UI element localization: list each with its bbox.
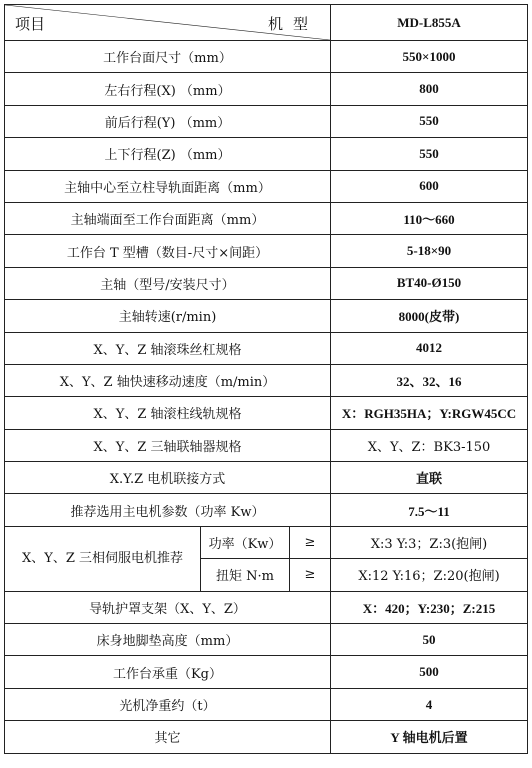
- row-label: 主轴（型号/安装尺寸）: [5, 267, 331, 299]
- row-label: 前后行程(Y) （mm）: [5, 105, 331, 137]
- header-item-label: 项目: [15, 15, 46, 33]
- header-model-value: MD-L855A: [331, 5, 528, 41]
- table-row: [5, 494, 528, 526]
- servo-torque-value: X:12 Y:16；Z:20(抱闸): [331, 559, 528, 591]
- table-row: [5, 138, 528, 170]
- row-label: X、Y、Z 三轴联轴器规格: [5, 429, 331, 461]
- table-row: [5, 688, 528, 720]
- row-label: 工作台面尺寸（mm）: [5, 41, 331, 73]
- header-item-model-cell: [5, 5, 331, 41]
- row-label: X.Y.Z 电机联接方式: [5, 462, 331, 494]
- row-value: 8000(皮带): [331, 300, 528, 332]
- row-label: 上下行程(Z) （mm）: [5, 138, 331, 170]
- header-row: [5, 5, 528, 41]
- row-value: 5-18×90: [331, 235, 528, 267]
- row-label: 左右行程(X) （mm）: [5, 73, 331, 105]
- row-value: 600: [331, 170, 528, 202]
- row-value: 110～660: [331, 202, 528, 234]
- row-value: 800: [331, 73, 528, 105]
- row-label: X、Y、Z 轴滚柱线轨规格: [5, 397, 331, 429]
- row-label: 导轨护罩支架（X、Y、Z）: [5, 591, 331, 623]
- servo-row-power: [5, 526, 528, 558]
- table-row: [5, 73, 528, 105]
- row-value: 550×1000: [331, 41, 528, 73]
- table-row: [5, 300, 528, 332]
- row-value: 550: [331, 138, 528, 170]
- row-label: 主轴中心至立柱导轨面距离（mm）: [5, 170, 331, 202]
- table-row: [5, 364, 528, 396]
- table-row: [5, 591, 528, 623]
- table-row: [5, 656, 528, 688]
- row-label: 光机净重约（t）: [5, 688, 331, 720]
- table-row: [5, 332, 528, 364]
- table-row: [5, 429, 528, 461]
- servo-power-symbol: ≥: [290, 526, 331, 558]
- table-row: [5, 721, 528, 753]
- servo-power-value: X:3 Y:3；Z:3(抱闸): [331, 526, 528, 558]
- spec-table: [4, 4, 528, 754]
- row-label: 主轴端面至工作台面距离（mm）: [5, 202, 331, 234]
- table-row: [5, 624, 528, 656]
- row-value: X：420；Y:230；Z:215: [331, 591, 528, 623]
- row-value: Y 轴电机后置: [331, 721, 528, 753]
- table-row: [5, 397, 528, 429]
- row-value: 4012: [331, 332, 528, 364]
- table-row: [5, 462, 528, 494]
- row-label: 工作台承重（Kg）: [5, 656, 331, 688]
- row-value: 32、32、16: [331, 364, 528, 396]
- servo-torque-label: 扭矩 N·m: [201, 559, 290, 591]
- row-label: 主轴转速(r/min): [5, 300, 331, 332]
- row-value: X：RGH35HA；Y:RGW45CC: [331, 397, 528, 429]
- row-value: BT40-Ø150: [331, 267, 528, 299]
- table-row: [5, 267, 528, 299]
- row-label: 其它: [5, 721, 331, 753]
- table-row: [5, 105, 528, 137]
- row-value: 50: [331, 624, 528, 656]
- row-label: 工作台 T 型槽（数目-尺寸×间距）: [5, 235, 331, 267]
- row-value: 4: [331, 688, 528, 720]
- table-row: [5, 202, 528, 234]
- row-label: X、Y、Z 轴快速移动速度（m/min）: [5, 364, 331, 396]
- header-model-label: 机型: [267, 15, 318, 33]
- servo-label: X、Y、Z 三相伺服电机推荐: [5, 526, 201, 591]
- servo-torque-symbol: ≥: [290, 559, 331, 591]
- row-value: 550: [331, 105, 528, 137]
- row-label: 床身地脚垫高度（mm）: [5, 624, 331, 656]
- row-label: 推荐选用主电机参数（功率 Kw）: [5, 494, 331, 526]
- row-label: X、Y、Z 轴滚珠丝杠规格: [5, 332, 331, 364]
- table-row: [5, 41, 528, 73]
- servo-power-label: 功率（Kw）: [201, 526, 290, 558]
- row-value: 7.5～11: [331, 494, 528, 526]
- table-row: [5, 170, 528, 202]
- row-value: 直联: [331, 462, 528, 494]
- row-value: 500: [331, 656, 528, 688]
- table-row: [5, 235, 528, 267]
- row-value: X、Y、Z：BK3-150: [331, 429, 528, 461]
